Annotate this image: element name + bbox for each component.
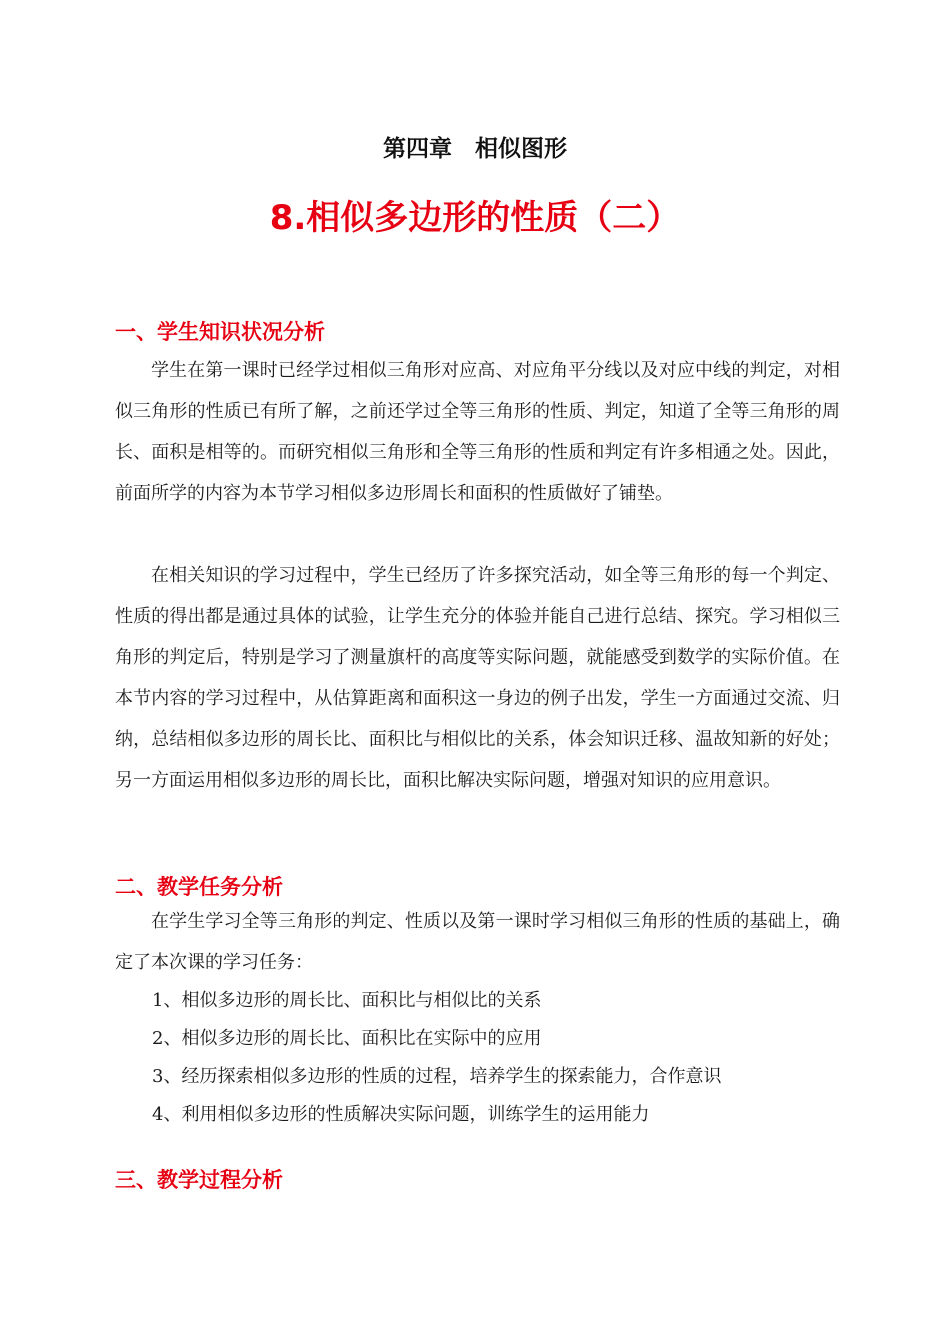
section-1-paragraph-2: 在相关知识的学习过程中，学生已经历了许多探究活动，如全等三角形的每一个判定、性质的得出都是通过具体的试验，让学生充分的体验并能自己进行总结、探究。学习相似三角形的判定后，特别是学习了测量旗杆的高度等实际问题，就能感受到数学的实际价值。在本节内容的学习过程中，从估算距离和面积这一身边的例子出发，学生一方面通过交流、归纳，总结相似多边形的周长比、面积比与相似比的关系，体会知识迁移、温故知新的好处；另一方面运用相似多边形的周长比，面积比解决实际问题，增强对知识的应用意识。 — [115, 565, 840, 791]
task-list-item: 2、相似多边形的周长比、面积比在实际中的应用 — [152, 1028, 542, 1049]
chapter-title: 第四章 相似图形 — [383, 136, 567, 162]
section-heading-3: 三、教学过程分析 — [115, 1168, 283, 1192]
section-heading-1: 一、学生知识状况分析 — [115, 320, 325, 344]
section-2-intro: 在学生学习全等三角形的判定、性质以及第一课时学习相似三角形的性质的基础上，确定了本次课的学习任务： — [115, 911, 840, 973]
task-list-item: 3、经历探索相似多边形的性质的过程，培养学生的探索能力，合作意识 — [152, 1066, 722, 1087]
task-list-item: 4、利用相似多边形的性质解决实际问题，训练学生的运用能力 — [152, 1104, 650, 1125]
task-list-item: 1、相似多边形的周长比、面积比与相似比的关系 — [152, 990, 542, 1011]
lesson-title: 8.相似多边形的性质（二） — [269, 198, 681, 238]
section-1-paragraph-1: 学生在第一课时已经学过相似三角形对应高、对应角平分线以及对应中线的判定，对相似三角形的性质已有所了解，之前还学过全等三角形的性质、判定，知道了全等三角形的周长、面积是相等的。而研究相似三角形和全等三角形的性质和判定有许多相通之处。因此，前面所学的内容为本节学习相似多边形周长和面积的性质做好了铺垫。 — [115, 360, 840, 504]
section-heading-2: 二、教学任务分析 — [115, 875, 283, 899]
